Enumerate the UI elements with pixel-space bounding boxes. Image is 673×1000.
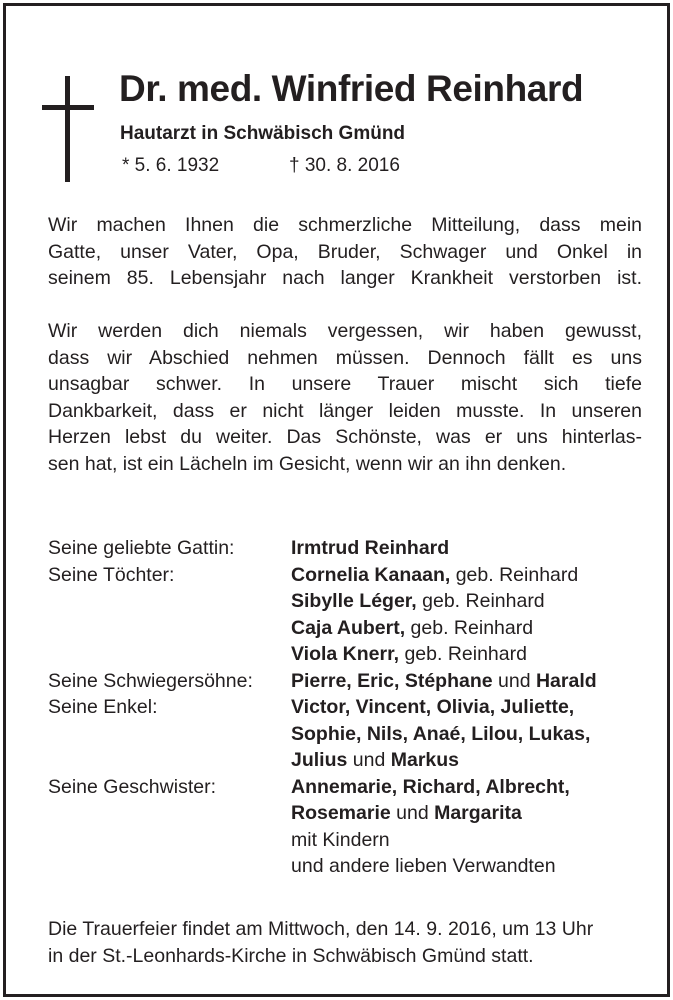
text-line: Wir werden dich niemals vergessen, wir haben gewusst, xyxy=(48,320,642,342)
text-line: Wir machen Ihnen die schmerzliche Mitteilung, dass mein xyxy=(48,214,642,236)
birth-name-note: geb. Reinhard xyxy=(405,616,534,639)
announcement-paragraph xyxy=(48,212,642,292)
text-line: Herzen lebst du weiter. Das Schönste, was er uns hinterlas- xyxy=(48,426,642,448)
birth-name-note: geb. Reinhard xyxy=(416,590,545,612)
family-list xyxy=(48,535,668,880)
family-row-grandchildren xyxy=(48,721,668,748)
grandchildren-names: Julius xyxy=(291,749,348,771)
family-row-sons-in-law xyxy=(48,668,668,695)
obituary-frame xyxy=(3,3,670,997)
conjunction: und xyxy=(390,802,435,824)
birth-name-note: geb. Reinhard xyxy=(450,563,579,586)
sibling-names: Rosemarie xyxy=(291,802,391,824)
with-children: mit Kindern xyxy=(291,828,390,851)
family-row-siblings xyxy=(48,800,668,827)
family-label: Seine geliebte Gattin: xyxy=(48,537,235,559)
family-label: Seine Töchter: xyxy=(48,563,175,586)
deceased-name: Dr. med. Winfried Reinhard xyxy=(119,68,584,109)
text-line: Die Trauerfeier findet am Mittwoch, den 14. 9. 2016, um 13 Uhr xyxy=(48,918,594,940)
sibling-names: Annemarie, Richard, Albrecht, xyxy=(291,775,570,798)
grandchildren-last: Markus xyxy=(390,749,460,771)
daughter-name: Viola Knerr, xyxy=(291,643,400,665)
sons-in-law-last: Harald xyxy=(535,669,597,692)
family-row-wife xyxy=(48,535,668,562)
text-line: Gatte, unser Vater, Opa, Bruder, Schwager und Onkel in xyxy=(48,240,642,263)
family-label: Seine Schwiegersöhne: xyxy=(48,669,253,692)
daughter-name: Caja Aubert, xyxy=(291,616,406,639)
text-line: unsagbar schwer. In unsere Trauer mischt sich tiefe xyxy=(48,373,642,395)
family-row-children xyxy=(48,827,668,854)
birth-name-note: geb. Reinhard xyxy=(399,643,527,665)
death-date: † 30. 8. 2016 xyxy=(289,155,400,176)
remembrance-paragraph xyxy=(48,318,642,477)
funeral-notice xyxy=(48,916,644,969)
wife-name: Irmtrud Reinhard xyxy=(291,537,450,559)
birth-date: * 5. 6. 1932 xyxy=(122,155,220,176)
family-label: Seine Geschwister: xyxy=(48,775,216,798)
text-line: seinem 85. Lebensjahr nach langer Krankheit verstorben ist. xyxy=(48,267,642,289)
family-row-grandchildren xyxy=(48,694,668,721)
profession: Hautarzt in Schwäbisch Gmünd xyxy=(120,123,406,144)
family-row-daughters xyxy=(48,641,668,668)
sibling-last: Margarita xyxy=(434,802,522,824)
family-row-daughters xyxy=(48,615,668,642)
text-line: sen hat, ist ein Lächeln im Gesicht, wenn wir an ihn denken. xyxy=(48,452,567,475)
other-relatives: und andere lieben Verwandten xyxy=(291,855,556,877)
text-line: in der St.-Leonhards-Kirche in Schwäbisch Gmünd statt. xyxy=(48,944,534,967)
family-label: Seine Enkel: xyxy=(48,696,158,718)
daughter-name: Cornelia Kanaan, xyxy=(291,563,451,586)
conjunction: und xyxy=(347,749,391,771)
conjunction: und xyxy=(492,669,536,692)
family-row-siblings xyxy=(48,774,668,801)
family-row-daughters xyxy=(48,562,668,589)
daughter-name: Sibylle Léger, xyxy=(291,590,417,612)
family-row-grandchildren xyxy=(48,747,668,774)
grandchildren-names: Victor, Vincent, Olivia, Juliette, xyxy=(291,696,575,718)
cross-icon xyxy=(42,76,94,182)
text-line: dass wir Abschied nehmen müssen. Dennoch fällt es uns xyxy=(48,346,642,369)
family-row-daughters xyxy=(48,588,668,615)
text-line: Dankbarkeit, dass er nicht länger leiden musste. In unseren xyxy=(48,399,642,422)
sons-in-law-names: Pierre, Eric, Stéphane xyxy=(291,669,493,692)
family-row-relatives xyxy=(48,853,668,880)
grandchildren-names: Sophie, Nils, Anaé, Lilou, Lukas, xyxy=(291,722,591,745)
